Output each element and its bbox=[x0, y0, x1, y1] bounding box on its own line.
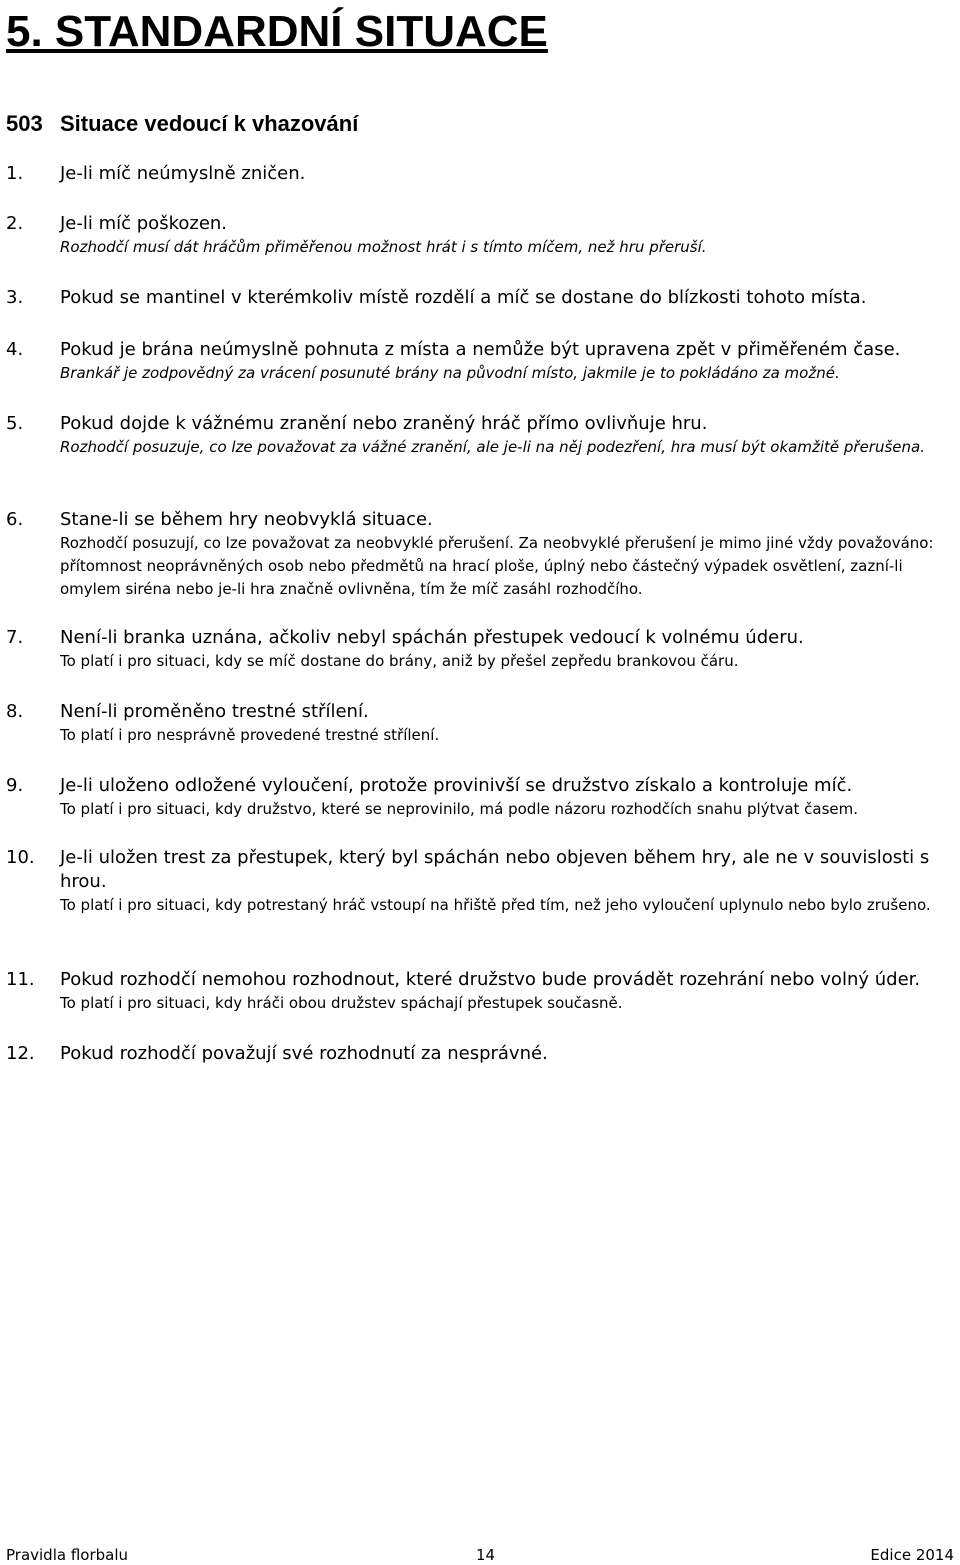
rule-text: Pokud rozhodčí nemohou rozhodnout, které družstvo bude provádět rozehrání nebo volný úder. bbox=[60, 969, 921, 990]
rule-item-10 bbox=[6, 846, 956, 917]
rule-item-6 bbox=[6, 508, 956, 601]
rule-number: 7. bbox=[6, 627, 24, 648]
footer-page-number: 14 bbox=[476, 1546, 496, 1564]
rule-item-11 bbox=[6, 968, 956, 1015]
rule-number: 11. bbox=[6, 969, 35, 990]
rule-number: 3. bbox=[6, 287, 24, 308]
rule-item-4 bbox=[6, 338, 956, 385]
rule-item-3 bbox=[6, 286, 956, 310]
rule-number: 12. bbox=[6, 1043, 35, 1064]
rule-note: To platí i pro nesprávně provedené trestné střílení. bbox=[60, 726, 440, 744]
rule-note: Rozhodčí musí dát hráčům přiměřenou možnost hrát i s tímto míčem, než hru přeruší. bbox=[60, 238, 707, 256]
rule-text: Stane-li se během hry neobvyklá situace. bbox=[60, 509, 433, 530]
rule-note: Rozhodčí posuzují, co lze považovat za neobvyklé přerušení. Za neobvyklé přerušení je mimo jiné vždy považováno: přítomnost neoprávněných osob nebo předmětů na hrací ploše, úplný nebo částečný výpadek osvětlení, zazní-li omylem siréna nebo je-li hra značně ovlivněna, tím že míč zasáhl rozhodčího. bbox=[60, 534, 934, 598]
section-number: 503 bbox=[6, 111, 43, 136]
rule-item-1 bbox=[6, 162, 956, 186]
section-title bbox=[6, 110, 358, 138]
rule-text: Je-li míč poškozen. bbox=[60, 213, 228, 234]
rule-note: To platí i pro situaci, kdy hráči obou družstev spáchají přestupek současně. bbox=[60, 994, 623, 1012]
rule-item-12 bbox=[6, 1042, 956, 1066]
rule-number: 6. bbox=[6, 509, 24, 530]
rule-number: 5. bbox=[6, 413, 24, 434]
rule-item-9 bbox=[6, 774, 956, 821]
rule-text: Pokud je brána neúmyslně pohnuta z místa a nemůže být upravena zpět v přiměřeném čase. bbox=[60, 339, 901, 360]
footer-edition: Edice 2014 bbox=[870, 1546, 954, 1564]
rule-text: Pokud rozhodčí považují své rozhodnutí za nesprávné. bbox=[60, 1043, 548, 1064]
rule-number: 2. bbox=[6, 213, 24, 234]
rule-number: 8. bbox=[6, 701, 24, 722]
chapter-title: 5. STANDARDNÍ SITUACE bbox=[6, 7, 548, 56]
rule-number: 1. bbox=[6, 163, 24, 184]
rule-note: Rozhodčí posuzuje, co lze považovat za vážné zranění, ale je-li na něj podezření, hra musí být okamžitě přerušena. bbox=[60, 438, 925, 456]
rule-item-8 bbox=[6, 700, 956, 747]
rule-note: Brankář je zodpovědný za vrácení posunuté brány na původní místo, jakmile je to pokládáno za možné. bbox=[60, 364, 840, 382]
rule-text: Pokud se mantinel v kterémkoliv místě rozdělí a míč se dostane do blízkosti tohoto místa. bbox=[60, 287, 867, 308]
footer-document-title: Pravidla florbalu bbox=[6, 1546, 129, 1564]
rule-number: 9. bbox=[6, 775, 24, 796]
rule-text: Není-li branka uznána, ačkoliv nebyl spáchán přestupek vedoucí k volnému úderu. bbox=[60, 627, 804, 648]
rule-number: 4. bbox=[6, 339, 24, 360]
rule-text: Pokud dojde k vážnému zranění nebo zraněný hráč přímo ovlivňuje hru. bbox=[60, 413, 708, 434]
rule-note: To platí i pro situaci, kdy družstvo, které se neprovinilo, má podle názoru rozhodčích snahu plýtvat časem. bbox=[60, 800, 859, 818]
rule-item-5 bbox=[6, 412, 956, 459]
rule-text: Je-li míč neúmyslně zničen. bbox=[60, 163, 306, 184]
rule-note: To platí i pro situaci, kdy se míč dostane do brány, aniž by přešel zepředu brankovou čáru. bbox=[60, 652, 739, 670]
rule-text: Není-li proměněno trestné střílení. bbox=[60, 701, 369, 722]
rule-text: Je-li uložen trest za přestupek, který byl spáchán nebo objeven během hry, ale ne v souvislosti s hrou. bbox=[60, 847, 930, 892]
rule-item-2 bbox=[6, 212, 956, 259]
rule-text: Je-li uloženo odložené vyloučení, protože provinivší se družstvo získalo a kontroluje míč. bbox=[60, 775, 853, 796]
rule-number: 10. bbox=[6, 847, 35, 868]
section-title-text: Situace vedoucí k vhazování bbox=[60, 111, 359, 136]
rule-note: To platí i pro situaci, kdy potrestaný hráč vstoupí na hřiště před tím, než jeho vyloučení uplynulo nebo bylo zrušeno. bbox=[60, 896, 931, 914]
rule-item-7 bbox=[6, 626, 956, 673]
page-footer bbox=[6, 1545, 954, 1565]
